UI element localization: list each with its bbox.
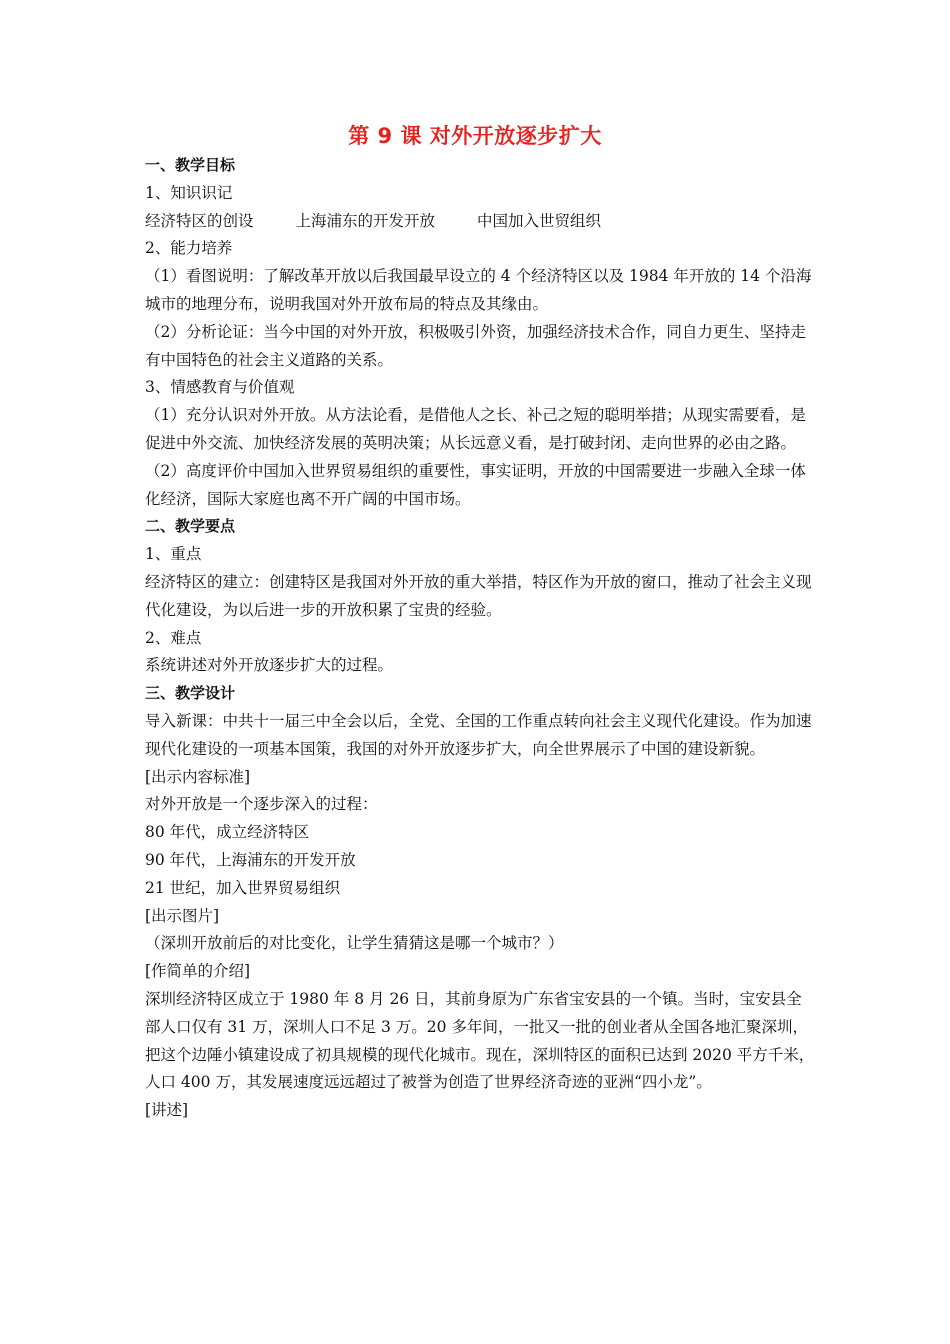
list-item-21c: 21 世纪，加入世界贸易组织 bbox=[145, 878, 341, 897]
subheading-difficulty: 2、难点 bbox=[145, 628, 202, 647]
paragraph-shenzhen: 深圳经济特区成立于 1980 年 8 月 26 日，其前身原为广东省宝安县的一个镇。当时，宝安县全部人口仅有 31 万，深圳人口不足 3 万。20 多年间，一批又一批的创业者从全国各地汇聚深圳，把这个边陲小镇建设成了初具规模的现代化城市。现在，深圳特区的面积已达到 2020 平方千米，人口 400 万，其发展速度远远超过了被誉为创造了世界经济奇迹的亚洲“四小龙”。 bbox=[145, 989, 815, 1092]
subheading-focus: 1、重点 bbox=[145, 545, 202, 564]
knowledge-item-1: 经济特区的创设 bbox=[145, 211, 254, 230]
subheading-values: 3、情感教育与价值观 bbox=[145, 378, 295, 397]
document-body bbox=[145, 152, 815, 1125]
section-heading-keypoints: 二、教学要点 bbox=[145, 517, 236, 536]
bracket-note-standard: [出示内容标准] bbox=[145, 767, 251, 786]
paragraph-ability-2: （2）分析论证：当今中国的对外开放，积极吸引外资，加强经济技术合作，同自力更生、坚持走有中国特色的社会主义道路的关系。 bbox=[145, 322, 806, 369]
paragraph-difficulty: 系统讲述对外开放逐步扩大的过程。 bbox=[145, 656, 394, 675]
knowledge-items bbox=[145, 208, 815, 236]
bracket-note-intro: [作简单的介绍] bbox=[145, 962, 251, 981]
section-heading-design: 三、教学设计 bbox=[145, 684, 236, 703]
knowledge-item-2: 上海浦东的开发开放 bbox=[295, 211, 436, 230]
section-heading-objectives: 一、教学目标 bbox=[145, 156, 236, 174]
paragraph-values-1: （1）充分认识对外开放。从方法论看，是借他人之长、补己之短的聪明举措；从现实需要看，是促进中外交流、加快经济发展的英明决策；从长远意义看，是打破封闭、走向世界的必由之路。 bbox=[145, 406, 806, 452]
paragraph-focus: 经济特区的建立：创建特区是我国对外开放的重大举措，特区作为开放的窗口，推动了社会主义现代化建设，为以后进一步的开放积累了宝贵的经验。 bbox=[145, 572, 812, 619]
paragraph-ability-1: （1）看图说明：了解改革开放以后我国最早设立的 4 个经济特区以及 1984 年开放的 14 个沿海城市的地理分布，说明我国对外开放布局的特点及其缘由。 bbox=[145, 267, 812, 313]
list-item-80s: 80 年代，成立经济特区 bbox=[145, 823, 310, 842]
subheading-ability: 2、能力培养 bbox=[145, 239, 233, 258]
subheading-knowledge: 1、知识识记 bbox=[145, 183, 233, 202]
bracket-note-picture: [出示图片] bbox=[145, 906, 220, 925]
page-title: 第 9 课 对外开放逐步扩大 bbox=[348, 124, 602, 148]
list-item-90s: 90 年代，上海浦东的开发开放 bbox=[145, 850, 356, 869]
list-intro: 对外开放是一个逐步深入的过程： bbox=[145, 795, 378, 814]
picture-question: （深圳开放前后的对比变化，让学生猜猜这是哪一个城市？） bbox=[145, 934, 564, 953]
paragraph-intro: 导入新课：中共十一届三中全会以后，全党、全国的工作重点转向社会主义现代化建设。作为加速现代化建设的一项基本国策，我国的对外开放逐步扩大，向全世界展示了中国的建设新貌。 bbox=[145, 711, 812, 758]
bracket-note-narrate: [讲述] bbox=[145, 1101, 189, 1120]
knowledge-item-3: 中国加入世贸组织 bbox=[477, 211, 602, 230]
paragraph-values-2: （2）高度评价中国加入世界贸易组织的重要性，事实证明，开放的中国需要进一步融入全球一体化经济，国际大家庭也离不开广阔的中国市场。 bbox=[145, 461, 806, 508]
